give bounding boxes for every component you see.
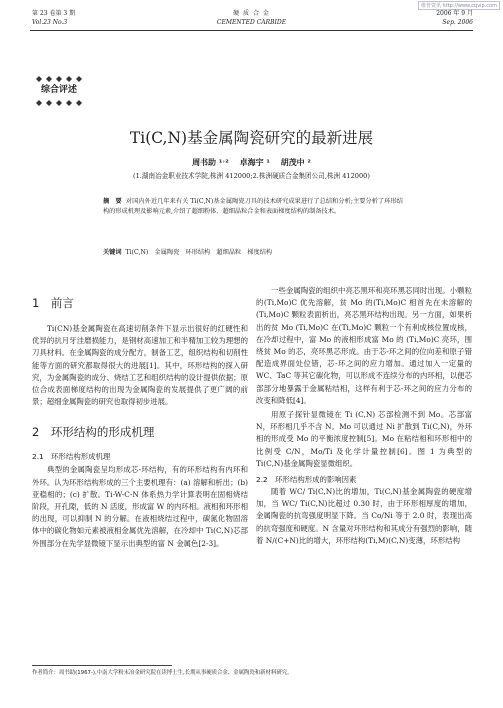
keywords (103, 248, 403, 258)
issue-date: 2006 年 9 月 (436, 10, 473, 17)
article-title: Ti(C,N)基金属陶瓷研究的最新进展 (129, 129, 374, 147)
author-line: 周书助 ¹˒² 卓海宇 ¹ 胡茂中 ² (192, 158, 311, 167)
volume-en: Vol.23 No.3 (32, 19, 68, 26)
keywords-text: Ti(C,N) 金属陶瓷 环形结构 超细晶粒 梯度结构 (125, 249, 273, 256)
paragraph-mechanism: 典型的金属陶瓷呈均形成芯-环结构，有的环形结构有内环和外环。认为环形结构形成的三个主要机理有：(a) 溶解和析出；(b) 亚稳相的；(c) 扩散。Ti-W-C-N 体系热力学计算表明在固相烧结阶段，开孔隙，低的 N 活度，形成富 W 的内环相。液相和环形相的出现，可以抑制 N 的分解。在液相烧结过程中，碳氮化物固溶体中的碳化物如元素被液相金属优先溶解，在冷却中 Ti(C,N)芯部外围部分在先学显微镜下显示出典型的富 N 金属色[2-3]。 (32, 465, 248, 548)
paragraph-atom-probe: 用原子探针显微镜在 Ti (C,N) 芯部检测不到 Mo。芯部富 N，环形相几乎不含 N。Mo 可以通过 Ni 扩散到 Ti(C,N)，外环相的形成受 Mo 的平衡浓度控制[5]。Mo 在粘结相和环形相中的比例受 C/N，Mo/Ti 及化学计量控制[6]。图 1 为典型的 Ti(C,N)基金属陶瓷显微组织。 (256, 410, 472, 468)
volume-issue: 第 23 卷第 3 期 (32, 10, 76, 17)
subsection-heading-2-1: 2.1 环形结构形成机理 (32, 452, 111, 462)
subsection-heading-2-2: 2.2 环形结构形成的影响因素 (256, 475, 357, 485)
affiliation-line: (1.湖南冶金职业技术学院,株洲 412000;2.株洲硬质合金集团公司,株洲 412000) (133, 172, 370, 180)
abstract-text: 对国内外近几年来有关 Ti(C,N)基金属陶瓷刀具的技术研究成果进行了总结和分析;主要分析了环形结构的形成机理及影响元素,介绍了超细粉体、超细晶粒合金和表面梯度结构的制备技术。 (103, 198, 403, 215)
watermark: 维普资讯 http://www.cqvip.com (418, 1, 500, 10)
issue-date-en: Sep. 2006 (442, 19, 473, 26)
journal-name-en: CEMENTED CARBIDE (216, 19, 287, 26)
abstract-label: 摘 要 (103, 198, 122, 205)
footnote-rule (32, 665, 172, 666)
column-badge-label: 综合评述 (40, 85, 77, 95)
column-badge (32, 73, 86, 109)
paragraph-influencing-factors: 随着 WC/ Ti(C,N)比的增加，Ti(C,N)基金属陶瓷的硬度增加，当 WC/ Ti(C,N)比超过 0.30 时，由于环形相厚度的增加，金属陶瓷的抗弯强度明显下降。当 Co/Ni 等于 2.0 时，表现出高的抗弯强度和硬度。N 含量对环形结构和其成分有强烈的影响，随着 N/(C+N)比的增大，环形结构(Ti,M)(C,N)变薄，环形结构 (256, 487, 472, 545)
paragraph-intro: Ti(CN)基金属陶瓷在高速切削条件下显示出很好的红硬性和优异的抗月牙洼磨损能力，是钢材高速加工和半精加工较为理想的刀具材料。在金属陶瓷的成分配方，制备工艺，组织结构和切削性能等方面的研究都取得很大的进展[1]。其中，环形结构的探入研究，为金属陶瓷的成分、烧结工艺和组织结构的设计提供依据；原位合成表面梯度结构的出现为金属陶瓷的发展提供了更广阔的前景；超细金属陶瓷的研究也取得初步进展。 (32, 324, 248, 407)
section-heading-intro: 1 前言 (32, 296, 74, 310)
journal-name-cn: 硬 质 合 金 (233, 10, 270, 17)
paragraph-ring-structure: 一些金属陶瓷的组织中亮芯黑环和亮环黑芯同时出现。小颗粒的(Ti,Mo)C 优先溶解，贫 Mo 的(Ti,Mo)C 相首先在未溶解的(Ti,Mo)C 颗粒表面析出，亮芯黑环结构出现。另一方面，如果析出的贫 Mo (Ti,Mo)C 在(Ti,Mo)C 颗粒一个有利成核位置成核，在冷却过程中，富 Mo 的液相形成富 Mo 的 (Ti,Mo)C 亮环，围绕贫 Mo 的芯，亮环黑芯形成。由于芯-环之间的位向差和原子错配造成界面处位错，芯-环之间的应力增加。通过加入一定量的 WC、TaC 等其它碳化物，可以形成不连续分布的内环相，以便芯部部分地暴露于金属粘结相，这样有利于芯-环之间的应力分布的改变和降低[4]。 (256, 286, 472, 405)
section-heading-ring-mechanism: 2 环形结构的形成机理 (32, 425, 155, 440)
header-rule (30, 30, 473, 31)
keywords-label: 关键词 (103, 249, 122, 256)
abstract (103, 197, 403, 217)
author-footnote: 作者简介：周书助(1967-),中南大学粉末冶金研究院在读博士生,长期从事硬质合金、金属陶瓷和新材料研究。 (32, 670, 293, 676)
